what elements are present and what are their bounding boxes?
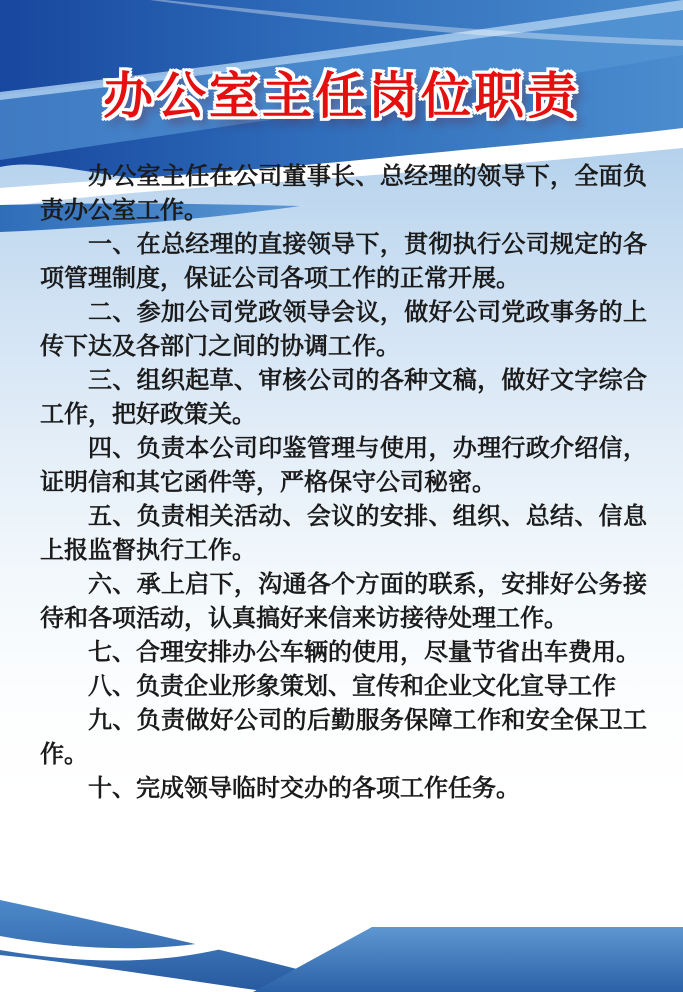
- duty-item-7: 七、合理安排办公车辆的使用，尽量节省出车费用。: [88, 639, 640, 666]
- poster-title: 办公室主任岗位职责: [103, 68, 580, 124]
- duty-item-4: 四、负责本公司印鉴管理与使用，办理行政介绍信，证明信和其它函件等，严格保守公司秘密。: [40, 435, 647, 496]
- intro-paragraph: 办公室主任在公司董事长、总经理的领导下，全面负责办公室工作。: [40, 163, 647, 224]
- duty-item-5: 五、负责相关活动、会议的安排、组织、总结、信息上报监督执行工作。: [40, 503, 647, 564]
- footer-wave-graphic: [0, 820, 683, 992]
- duty-item-10: 十、完成领导临时交办的各项工作任务。: [88, 775, 520, 802]
- duty-item-1: 一、在总经理的直接领导下，贯彻执行公司规定的各项管理制度，保证公司各项工作的正常开展。: [40, 231, 647, 292]
- duty-item-6: 六、承上启下，沟通各个方面的联系，安排好公务接待和各项活动，认真搞好来信来访接待处理工作。: [40, 571, 647, 632]
- duties-text-block: [40, 160, 647, 806]
- duty-item-2: 二、参加公司党政领导会议，做好公司党政事务的上传下达及各部门之间的协调工作。: [40, 299, 647, 360]
- duty-item-8: 八、负责企业形象策划、宣传和企业文化宣导工作: [88, 673, 616, 700]
- duty-item-9: 九、负责做好公司的后勤服务保障工作和安全保卫工作。: [40, 707, 647, 768]
- duty-item-3: 三、组织起草、审核公司的各种文稿，做好文字综合工作，把好政策关。: [40, 367, 647, 428]
